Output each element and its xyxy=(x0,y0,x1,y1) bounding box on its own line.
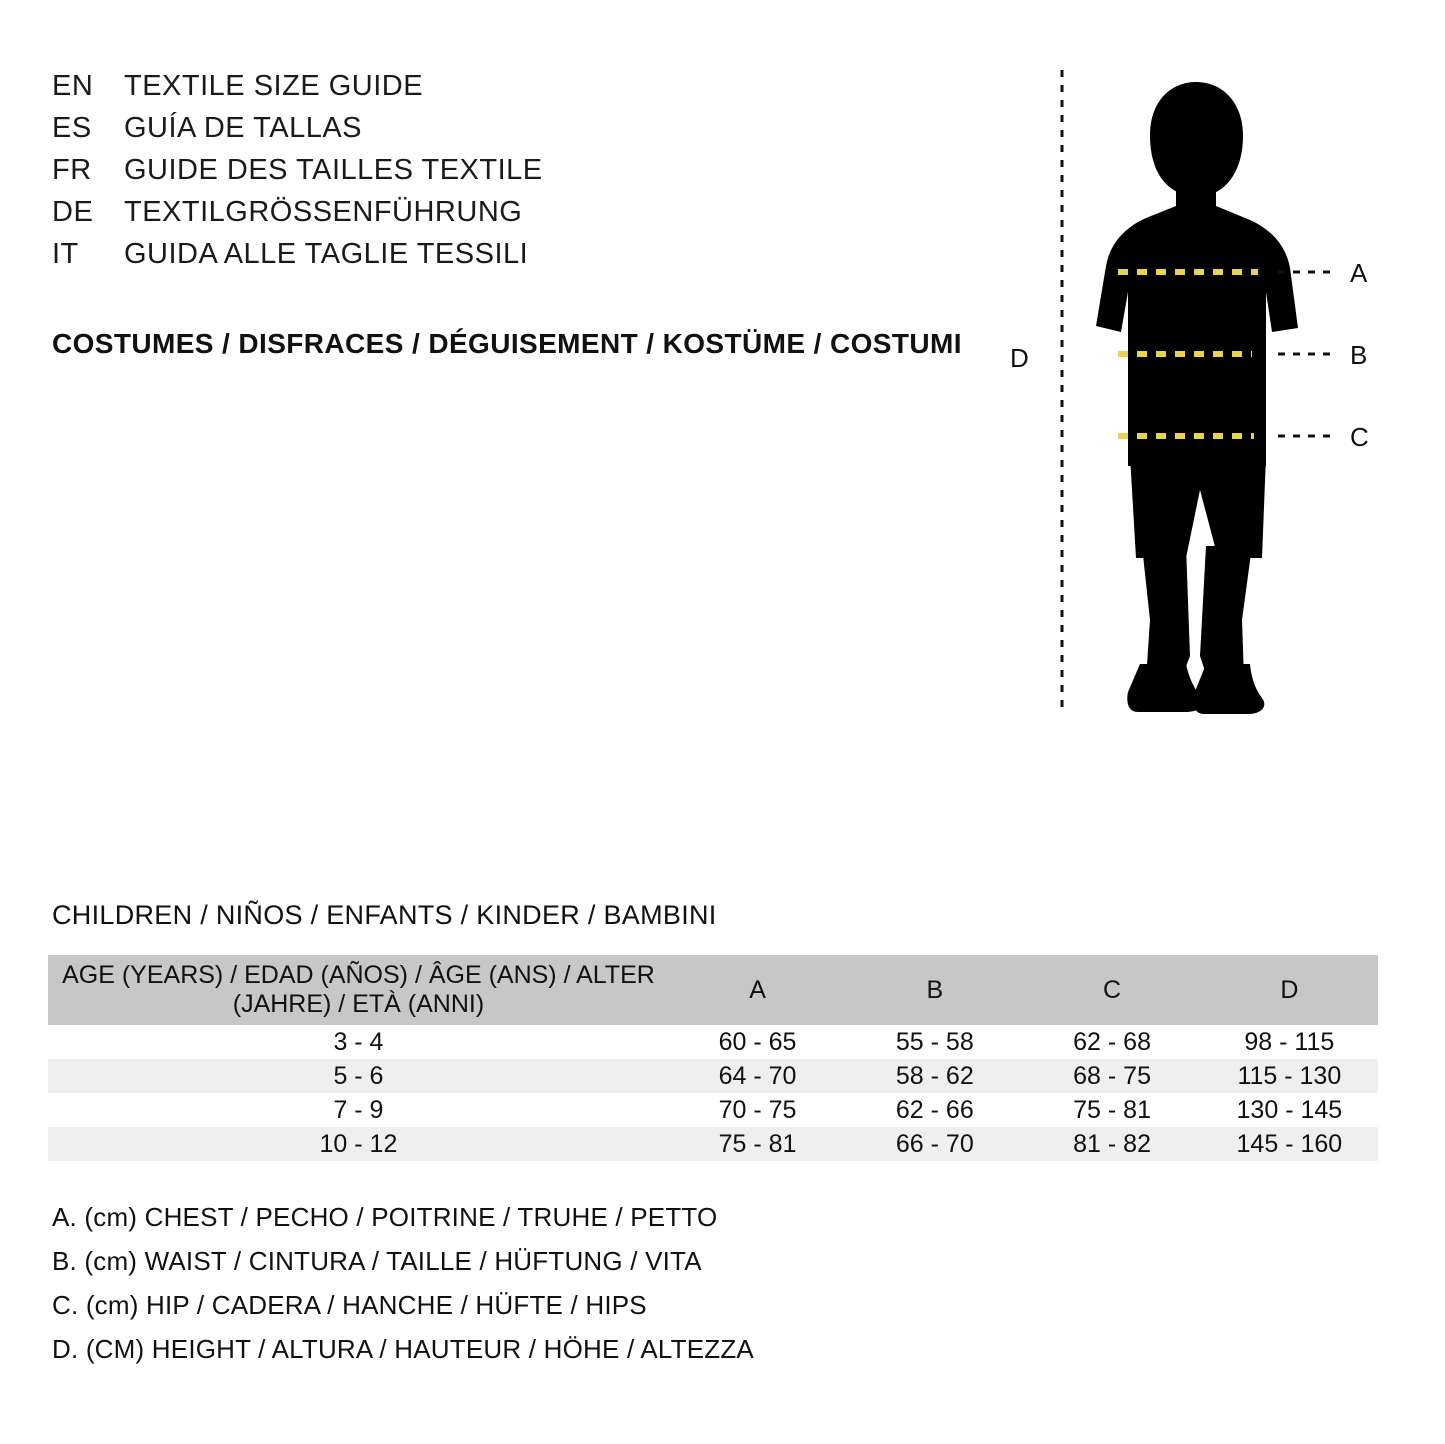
cell-b: 58 - 62 xyxy=(895,1061,974,1090)
cell-d: 98 - 115 xyxy=(1244,1027,1335,1056)
cell-age: 5 - 6 xyxy=(333,1061,384,1090)
language-row-de xyxy=(52,196,952,238)
cell-age: 7 - 9 xyxy=(333,1095,384,1124)
cell-a: 70 - 75 xyxy=(718,1095,797,1124)
legend-item-a: A. (cm) CHEST / PECHO / POITRINE / TRUHE / PETTO xyxy=(52,1202,718,1232)
legend-item-b: B. (cm) WAIST / CINTURA / TAILLE / HÜFTUNG / VITA xyxy=(52,1246,702,1276)
size-table-body xyxy=(48,1025,1378,1161)
column-header-age: AGE (YEARS) / EDAD (AÑOS) / ÂGE (ANS) / ALTER (JAHRE) / ETÀ (ANNI) xyxy=(62,961,655,1018)
language-row-en xyxy=(52,70,952,112)
language-code-en: EN xyxy=(52,70,94,102)
cell-c: 75 - 81 xyxy=(1073,1095,1151,1124)
children-section-title: CHILDREN / NIÑOS / ENFANTS / KINDER / BAMBINI xyxy=(52,900,717,930)
cell-d: 130 - 145 xyxy=(1236,1095,1343,1124)
measurement-figure xyxy=(1000,60,1420,740)
cell-a: 64 - 70 xyxy=(718,1061,797,1090)
cell-c: 62 - 68 xyxy=(1073,1027,1151,1056)
figure-label-b: B xyxy=(1350,340,1368,370)
language-code-fr: FR xyxy=(52,154,92,186)
cell-b: 55 - 58 xyxy=(895,1027,974,1056)
cell-c: 68 - 75 xyxy=(1073,1061,1151,1090)
cell-b: 62 - 66 xyxy=(895,1095,974,1124)
cell-age: 3 - 4 xyxy=(333,1027,384,1056)
costumes-heading: COSTUMES / DISFRACES / DÉGUISEMENT / KOSTÜME / COSTUMI xyxy=(52,328,962,359)
size-table-head xyxy=(48,955,1378,1025)
table-row xyxy=(48,1127,1378,1161)
language-text-fr: GUIDE DES TAILLES TEXTILE xyxy=(124,154,543,186)
cell-a: 60 - 65 xyxy=(718,1027,797,1056)
column-header-d: D xyxy=(1280,975,1299,1004)
measurement-legend xyxy=(52,1195,1052,1371)
language-code-it: IT xyxy=(52,238,79,270)
cell-a: 75 - 81 xyxy=(718,1129,797,1158)
figure-label-d: D xyxy=(1010,343,1029,373)
cell-d: 145 - 160 xyxy=(1236,1129,1343,1158)
figure-label-c: C xyxy=(1350,422,1369,452)
language-text-en: TEXTILE SIZE GUIDE xyxy=(124,70,424,102)
language-text-es: GUÍA DE TALLAS xyxy=(124,112,363,144)
size-table xyxy=(48,955,1378,1161)
table-header-row xyxy=(48,955,1378,1025)
language-code-es: ES xyxy=(52,112,92,144)
cell-d: 115 - 130 xyxy=(1237,1061,1342,1090)
column-header-c: C xyxy=(1103,975,1122,1004)
language-text-it: GUIDA ALLE TAGLIE TESSILI xyxy=(124,238,529,270)
legend-item-d: D. (CM) HEIGHT / ALTURA / HAUTEUR / HÖHE / ALTEZZA xyxy=(52,1334,754,1364)
language-title-list xyxy=(52,70,952,280)
column-header-a: A xyxy=(749,975,766,1004)
child-silhouette-icon xyxy=(1000,60,1420,740)
language-text-de: TEXTILGRÖSSENFÜHRUNG xyxy=(124,196,523,228)
language-row-it xyxy=(52,238,952,280)
language-row-es xyxy=(52,112,952,154)
column-header-b: B xyxy=(926,975,944,1004)
cell-age: 10 - 12 xyxy=(319,1129,398,1158)
legend-item-c: C. (cm) HIP / CADERA / HANCHE / HÜFTE / HIPS xyxy=(52,1290,647,1320)
language-code-de: DE xyxy=(52,196,94,228)
table-row xyxy=(48,1093,1378,1127)
cell-c: 81 - 82 xyxy=(1073,1129,1151,1158)
cell-b: 66 - 70 xyxy=(895,1129,974,1158)
table-row xyxy=(48,1059,1378,1093)
figure-label-a: A xyxy=(1350,258,1368,288)
language-row-fr xyxy=(52,154,952,196)
table-row xyxy=(48,1025,1378,1059)
